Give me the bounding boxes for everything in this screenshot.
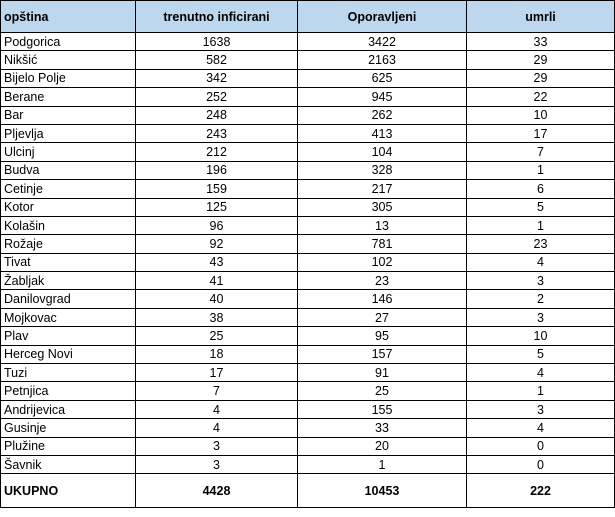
- municipality-cell: Budva: [1, 161, 136, 179]
- deceased-cell: 23: [467, 235, 615, 253]
- header-recovered: Oporavljeni: [298, 1, 467, 33]
- infected-cell: 4: [136, 419, 298, 437]
- recovered-cell: 945: [298, 88, 467, 106]
- infected-cell: 4: [136, 400, 298, 418]
- infected-cell: 159: [136, 180, 298, 198]
- table-row: [1, 327, 615, 345]
- municipality-cell: Bijelo Polje: [1, 69, 136, 87]
- recovered-cell: 95: [298, 327, 467, 345]
- recovered-cell: 1: [298, 455, 467, 473]
- recovered-cell: 305: [298, 198, 467, 216]
- municipality-cell: Gusinje: [1, 419, 136, 437]
- total-recovered: 10453: [298, 474, 467, 508]
- deceased-cell: 0: [467, 455, 615, 473]
- recovered-cell: 104: [298, 143, 467, 161]
- municipality-cell: Danilovgrad: [1, 290, 136, 308]
- infected-cell: 41: [136, 272, 298, 290]
- recovered-cell: 146: [298, 290, 467, 308]
- infected-cell: 1638: [136, 33, 298, 51]
- infected-cell: 18: [136, 345, 298, 363]
- infected-cell: 252: [136, 88, 298, 106]
- deceased-cell: 33: [467, 33, 615, 51]
- table-row: [1, 88, 615, 106]
- total-row: [1, 474, 615, 508]
- infected-cell: 17: [136, 364, 298, 382]
- table-row: [1, 272, 615, 290]
- infected-cell: 38: [136, 308, 298, 326]
- recovered-cell: 33: [298, 419, 467, 437]
- infected-cell: 342: [136, 69, 298, 87]
- table-row: [1, 69, 615, 87]
- deceased-cell: 5: [467, 345, 615, 363]
- table-footer: [1, 474, 615, 508]
- table-row: [1, 437, 615, 455]
- recovered-cell: 27: [298, 308, 467, 326]
- total-label: UKUPNO: [1, 474, 136, 508]
- deceased-cell: 2: [467, 290, 615, 308]
- municipality-cell: Berane: [1, 88, 136, 106]
- municipality-cell: Kolašin: [1, 216, 136, 234]
- recovered-cell: 2163: [298, 51, 467, 69]
- deceased-cell: 1: [467, 161, 615, 179]
- table-row: [1, 143, 615, 161]
- table-row: [1, 161, 615, 179]
- municipality-cell: Mojkovac: [1, 308, 136, 326]
- deceased-cell: 22: [467, 88, 615, 106]
- municipality-cell: Tivat: [1, 253, 136, 271]
- table-row: [1, 364, 615, 382]
- deceased-cell: 10: [467, 106, 615, 124]
- infected-cell: 7: [136, 382, 298, 400]
- municipality-cell: Rožaje: [1, 235, 136, 253]
- recovered-cell: 102: [298, 253, 467, 271]
- municipality-cell: Žabljak: [1, 272, 136, 290]
- deceased-cell: 7: [467, 143, 615, 161]
- municipality-cell: Nikšić: [1, 51, 136, 69]
- municipality-cell: Herceg Novi: [1, 345, 136, 363]
- municipality-cell: Petnjica: [1, 382, 136, 400]
- table-row: [1, 455, 615, 473]
- municipality-cell: Kotor: [1, 198, 136, 216]
- recovered-cell: 328: [298, 161, 467, 179]
- table-row: [1, 345, 615, 363]
- municipality-cell: Cetinje: [1, 180, 136, 198]
- deceased-cell: 10: [467, 327, 615, 345]
- infected-cell: 243: [136, 124, 298, 142]
- municipality-cell: Ulcinj: [1, 143, 136, 161]
- recovered-cell: 13: [298, 216, 467, 234]
- table-row: [1, 198, 615, 216]
- table-row: [1, 216, 615, 234]
- recovered-cell: 157: [298, 345, 467, 363]
- municipality-cell: Plužine: [1, 437, 136, 455]
- recovered-cell: 781: [298, 235, 467, 253]
- deceased-cell: 4: [467, 419, 615, 437]
- infected-cell: 212: [136, 143, 298, 161]
- municipality-cell: Pljevlja: [1, 124, 136, 142]
- deceased-cell: 17: [467, 124, 615, 142]
- deceased-cell: 3: [467, 308, 615, 326]
- table-row: [1, 235, 615, 253]
- table-row: [1, 253, 615, 271]
- header-row: [1, 1, 615, 33]
- table-row: [1, 180, 615, 198]
- deceased-cell: 3: [467, 272, 615, 290]
- municipality-cell: Plav: [1, 327, 136, 345]
- table-row: [1, 106, 615, 124]
- table-row: [1, 33, 615, 51]
- recovered-cell: 23: [298, 272, 467, 290]
- infected-cell: 3: [136, 455, 298, 473]
- deceased-cell: 1: [467, 216, 615, 234]
- table-row: [1, 400, 615, 418]
- table-header: [1, 1, 615, 33]
- municipality-cell: Andrijevica: [1, 400, 136, 418]
- recovered-cell: 20: [298, 437, 467, 455]
- municipality-cell: Podgorica: [1, 33, 136, 51]
- infected-cell: 582: [136, 51, 298, 69]
- total-infected: 4428: [136, 474, 298, 508]
- infected-cell: 40: [136, 290, 298, 308]
- municipality-cell: Tuzi: [1, 364, 136, 382]
- header-deceased: umrli: [467, 1, 615, 33]
- municipality-cell: Šavnik: [1, 455, 136, 473]
- deceased-cell: 6: [467, 180, 615, 198]
- table-row: [1, 290, 615, 308]
- infected-cell: 43: [136, 253, 298, 271]
- deceased-cell: 5: [467, 198, 615, 216]
- infected-cell: 248: [136, 106, 298, 124]
- table-row: [1, 51, 615, 69]
- deceased-cell: 3: [467, 400, 615, 418]
- infected-cell: 196: [136, 161, 298, 179]
- deceased-cell: 0: [467, 437, 615, 455]
- header-currently-infected: trenutno inficirani: [136, 1, 298, 33]
- table-row: [1, 308, 615, 326]
- recovered-cell: 3422: [298, 33, 467, 51]
- table-row: [1, 419, 615, 437]
- recovered-cell: 91: [298, 364, 467, 382]
- infected-cell: 125: [136, 198, 298, 216]
- infected-cell: 3: [136, 437, 298, 455]
- recovered-cell: 25: [298, 382, 467, 400]
- infected-cell: 96: [136, 216, 298, 234]
- recovered-cell: 155: [298, 400, 467, 418]
- infected-cell: 92: [136, 235, 298, 253]
- header-municipality: opština: [1, 1, 136, 33]
- recovered-cell: 625: [298, 69, 467, 87]
- total-deceased: 222: [467, 474, 615, 508]
- table-row: [1, 124, 615, 142]
- recovered-cell: 262: [298, 106, 467, 124]
- deceased-cell: 4: [467, 364, 615, 382]
- recovered-cell: 217: [298, 180, 467, 198]
- recovered-cell: 413: [298, 124, 467, 142]
- infected-cell: 25: [136, 327, 298, 345]
- deceased-cell: 29: [467, 69, 615, 87]
- table-body: [1, 33, 615, 474]
- deceased-cell: 4: [467, 253, 615, 271]
- deceased-cell: 29: [467, 51, 615, 69]
- municipality-cell: Bar: [1, 106, 136, 124]
- deceased-cell: 1: [467, 382, 615, 400]
- table-row: [1, 382, 615, 400]
